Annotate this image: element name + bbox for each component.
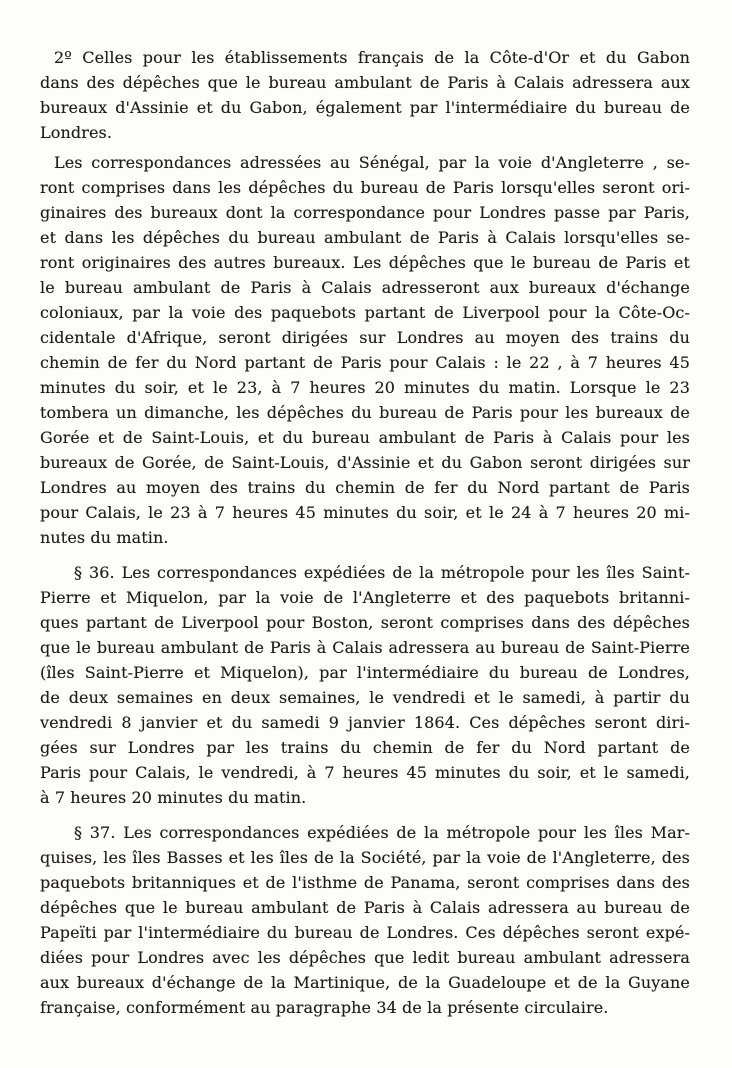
text-line: Gorée et de Saint-Louis, et du bureau ambulant de Paris à Calais pour les [40,428,690,447]
text-line: française, conformément au paragraphe 34 de la présente circulaire. [40,998,609,1017]
text-line: cidentale d'Afrique, seront dirigées sur Londres au moyen des trains du [40,328,690,347]
text-line: vendredi 8 janvier et du samedi 9 janvier 1864. Ces dépêches seront diri- [40,713,690,732]
paragraph [40,560,690,810]
text-line: de deux semaines en deux semaines, le vendredi et le samedi, à partir du [40,688,690,707]
text-line: à 7 heures 20 minutes du matin. [40,788,307,807]
text-line: Les correspondances adressées au Sénégal, par la voie d'Angleterre , se- [54,153,690,172]
text-line: et dans les dépêches du bureau ambulant de Paris à Calais lorsqu'elles se- [40,228,690,247]
text-line: gées sur Londres par les trains du chemin de fer du Nord partant de [40,738,690,757]
text-line: que le bureau ambulant de Paris à Calais adressera au bureau de Saint-Pierre [40,638,690,657]
text-line: coloniaux, par la voie des paquebots partant de Liverpool pour la Côte-Oc- [40,303,690,322]
paragraph [40,45,690,145]
text-line: § 37. Les correspondances expédiées de la métropole pour les îles Mar- [74,823,690,842]
text-line: dans des dépêches que le bureau ambulant de Paris à Calais adressera aux [40,73,690,92]
text-line: ques partant de Liverpool pour Boston, seront comprises dans des dépêches [40,613,690,632]
text-line: Pierre et Miquelon, par la voie de l'Angleterre et des paquebots britanni- [40,588,690,607]
text-block [40,45,690,1025]
text-line: chemin de fer du Nord partant de Paris pour Calais : le 22 , à 7 heures 45 [40,353,690,372]
text-line: aux bureaux d'échange de la Martinique, de la Guadeloupe et de la Guyane [40,973,690,992]
text-line: pour Calais, le 23 à 7 heures 45 minutes du soir, et le 24 à 7 heures 20 mi- [40,503,690,522]
text-line: Londres. [40,123,113,142]
text-line: ginaires des bureaux dont la correspondance pour Londres passe par Paris, [40,203,690,222]
text-line: diées pour Londres avec les dépêches que ledit bureau ambulant adressera [40,948,690,967]
text-line: Papeïti par l'intermédiaire du bureau de Londres. Ces dépêches seront expé- [40,923,690,942]
text-line: § 36. Les correspondances expédiées de la métropole pour les îles Saint- [74,563,690,582]
text-line: dépêches que le bureau ambulant de Paris à Calais adressera au bureau de [40,898,690,917]
text-line: bureaux de Gorée, de Saint-Louis, d'Assinie et du Gabon seront dirigées sur [40,453,690,472]
text-line: le bureau ambulant de Paris à Calais adresseront aux bureaux d'échange [40,278,690,297]
text-line: quises, les îles Basses et les îles de la Société, par la voie de l'Angleterre, des [40,848,690,867]
text-line: paquebots britanniques et de l'isthme de Panama, seront comprises dans des [40,873,690,892]
paragraph [40,150,690,550]
text-line: Londres au moyen des trains du chemin de fer du Nord partant de Paris [40,478,690,497]
text-line: 2º Celles pour les établissements français de la Côte-d'Or et du Gabon [54,48,690,67]
text-line: ront originaires des autres bureaux. Les dépêches que le bureau de Paris et [40,253,690,272]
text-line: tombera un dimanche, les dépêches du bureau de Paris pour les bureaux de [40,403,690,422]
text-line: minutes du soir, et le 23, à 7 heures 20 minutes du matin. Lorsque le 23 [40,378,690,397]
text-line: nutes du matin. [40,528,169,547]
text-line: ront comprises dans les dépêches du bureau de Paris lorsqu'elles seront ori- [40,178,690,197]
text-line: (îles Saint-Pierre et Miquelon), par l'intermédiaire du bureau de Londres, [40,663,690,682]
text-line: Paris pour Calais, le vendredi, à 7 heures 45 minutes du soir, et le samedi, [40,763,690,782]
paragraph [40,820,690,1020]
text-line: bureaux d'Assinie et du Gabon, également par l'intermédiaire du bureau de [40,98,690,117]
